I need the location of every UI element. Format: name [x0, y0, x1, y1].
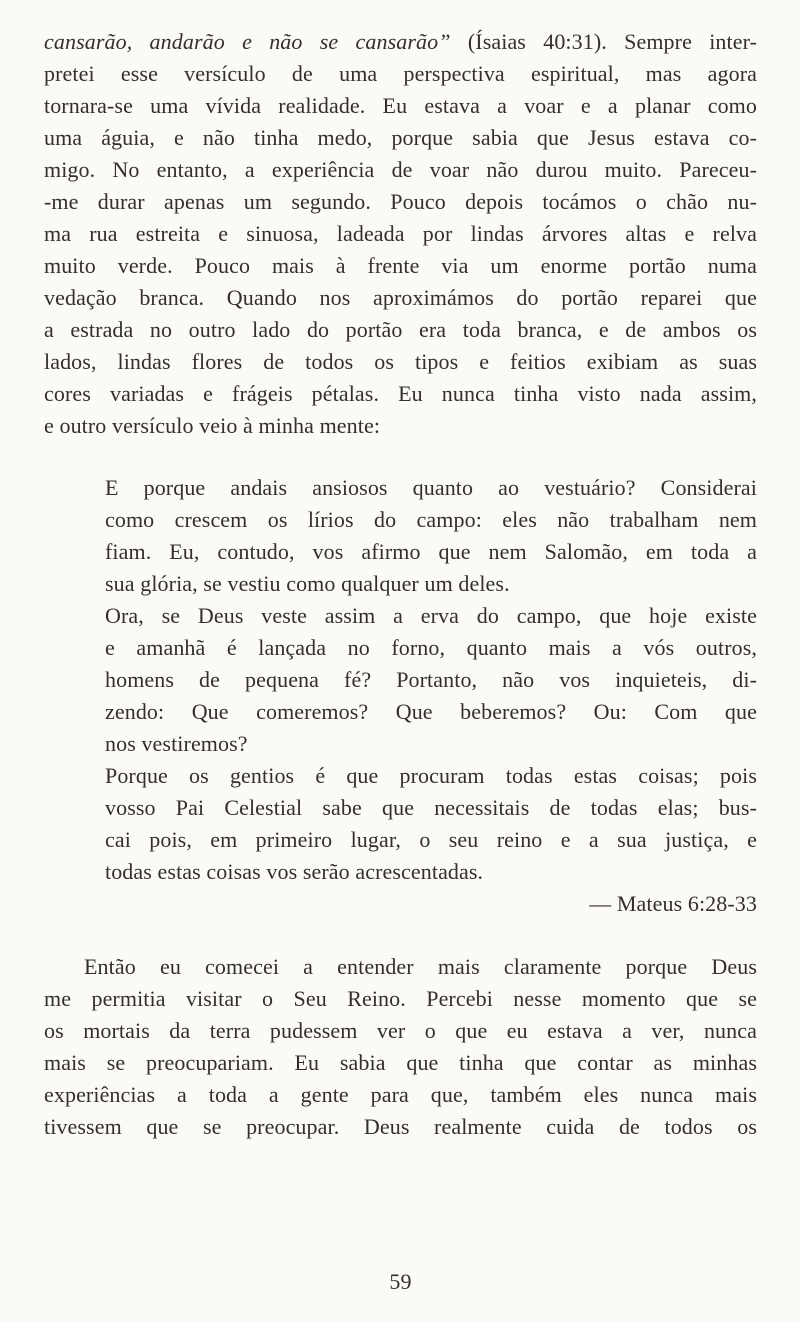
quote-attribution: — Mateus 6:28-33 — [589, 891, 757, 916]
text-line: Então eu comecei a entender mais claramente porque Deus — [84, 954, 757, 979]
text-line: migo. No entanto, a experiência de voar não durou muito. Pareceu- — [44, 157, 757, 182]
text-line: tivessem que se preocupar. Deus realmente cuida de todos os — [44, 1114, 757, 1139]
page-content — [44, 26, 757, 1143]
text-line: pretei esse versículo de uma perspectiva espiritual, mas agora — [44, 61, 757, 86]
text-line — [44, 26, 757, 58]
scripture-blockquote — [105, 472, 757, 920]
text-line: todas estas coisas vos serão acrescentadas. — [105, 859, 484, 884]
text-line: vedação branca. Quando nos aproximámos do portão reparei que — [44, 285, 757, 310]
paragraph-opening — [44, 26, 757, 442]
paragraph-closing — [44, 951, 757, 1143]
quote-paragraph — [105, 600, 757, 760]
text-line: cores variadas e frágeis pétalas. Eu nunca tinha visto nada assim, — [44, 381, 757, 406]
text-line: homens de pequena fé? Portanto, não vos inquieteis, di- — [105, 667, 757, 692]
text-line: experiências a toda a gente para que, também eles nunca mais — [44, 1082, 757, 1107]
text-line: Porque os gentios é que procuram todas estas coisas; pois — [105, 763, 757, 788]
text-line: lados, lindas flores de todos os tipos e feitios exibiam as suas — [44, 349, 757, 374]
text-line: e amanhã é lançada no forno, quanto mais a vós outros, — [105, 635, 757, 660]
text-line: tornara-se uma vívida realidade. Eu estava a voar e a planar como — [44, 93, 757, 118]
paragraph-lines — [44, 58, 757, 442]
text-line: cai pois, em primeiro lugar, o seu reino e a sua justiça, e — [105, 827, 757, 852]
text-line: me permitia visitar o Seu Reino. Percebi nesse momento que se — [44, 986, 757, 1011]
text-line: E porque andais ansiosos quanto ao vestuário? Considerai — [105, 475, 757, 500]
text-line: sua glória, se vestiu como qualquer um deles. — [105, 571, 510, 596]
text-line: muito verde. Pouco mais à frente via um enorme portão numa — [44, 253, 757, 278]
quote-paragraph — [105, 760, 757, 888]
text-line: zendo: Que comeremos? Que beberemos? Ou: Com que — [105, 699, 757, 724]
verse-fragment-italic: cansarão, andarão e não se cansarão” — [44, 29, 451, 54]
page-number: 59 — [389, 1269, 412, 1294]
text-line: fiam. Eu, contudo, vos afirmo que nem Salomão, em toda a — [105, 539, 757, 564]
text-line: como crescem os lírios do campo: eles não trabalham nem — [105, 507, 757, 532]
text-line: nos vestiremos? — [105, 731, 248, 756]
text-line: ma rua estreita e sinuosa, ladeada por lindas árvores altas e relva — [44, 221, 757, 246]
text-line: vosso Pai Celestial sabe que necessitais de todas elas; bus- — [105, 795, 757, 820]
text-line: os mortais da terra pudessem ver o que eu estava a ver, nunca — [44, 1018, 757, 1043]
text-line: a estrada no outro lado do portão era toda branca, e de ambos os — [44, 317, 757, 342]
text-line: Ora, se Deus veste assim a erva do campo, que hoje existe — [105, 603, 757, 628]
verse-reference: (Ísaias 40:31). Sempre inter- — [450, 29, 758, 54]
quote-paragraph — [105, 472, 757, 600]
text-line: mais se preocupariam. Eu sabia que tinha que contar as minhas — [44, 1050, 757, 1075]
text-line: -me durar apenas um segundo. Pouco depois tocámos o chão nu- — [44, 189, 757, 214]
text-line: uma águia, e não tinha medo, porque sabia que Jesus estava co- — [44, 125, 757, 150]
text-line: e outro versículo veio à minha mente: — [44, 413, 381, 438]
